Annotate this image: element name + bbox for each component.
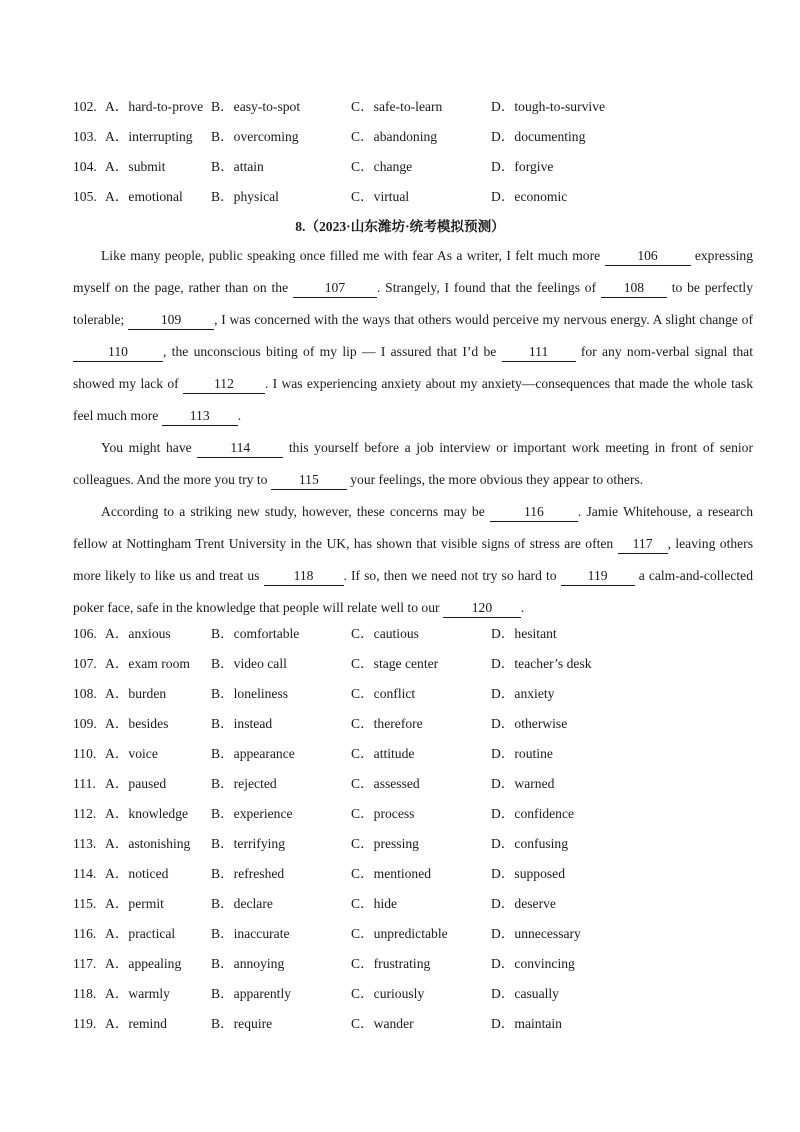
option-c: C．process <box>351 806 415 821</box>
blank-117: 117 <box>618 535 668 554</box>
option-c: C．frustrating <box>351 956 431 971</box>
option-d: D．routine <box>491 746 553 761</box>
option-b: B．loneliness <box>211 686 289 701</box>
text: a calm-and-collected poker face, safe in the knowledge that people will relate well to our <box>73 568 753 615</box>
question-112 <box>73 803 763 825</box>
question-number: 106. <box>73 626 97 641</box>
option-d: D．convincing <box>491 956 575 971</box>
option-a: A．permit <box>105 896 164 911</box>
option-a: A．submit <box>105 159 166 174</box>
question-114 <box>73 863 763 885</box>
option-c: C．hide <box>351 896 398 911</box>
option-d: D．warned <box>491 776 555 791</box>
option-a: A．remind <box>105 1016 167 1031</box>
question-113 <box>73 833 763 855</box>
option-d: D．confidence <box>491 806 575 821</box>
option-d: D．supposed <box>491 866 566 881</box>
option-d: D．economic <box>491 189 568 204</box>
question-number: 119. <box>73 1016 97 1031</box>
option-c: C．wander <box>351 1016 414 1031</box>
option-a: A．knowledge <box>105 806 189 821</box>
option-d: D．anxiety <box>491 686 555 701</box>
text: . I was experiencing anxiety about my anxiety—consequences that made the whole task feel much more <box>73 376 753 423</box>
question-number: 111. <box>73 776 96 791</box>
option-b: B．video call <box>211 656 287 671</box>
text: , leaving others more likely to like us and treat us <box>73 536 753 583</box>
option-d: D．casually <box>491 986 559 1001</box>
option-a: A．anxious <box>105 626 171 641</box>
question-109 <box>73 713 763 735</box>
blank-120: 120 <box>443 599 521 618</box>
cloze-passage <box>73 240 753 624</box>
blank-107: 107 <box>293 279 377 298</box>
option-b: B．rejected <box>211 776 277 791</box>
option-a: A．noticed <box>105 866 169 881</box>
option-b: B．require <box>211 1016 273 1031</box>
question-number: 112. <box>73 806 97 821</box>
question-105 <box>73 186 763 208</box>
option-a: A．hard-to-prove <box>105 99 204 114</box>
passage-paragraph-2 <box>73 432 753 496</box>
text: . Strangely, I found that the feelings of <box>376 280 601 295</box>
question-number: 115. <box>73 896 97 911</box>
question-number: 118. <box>73 986 97 1001</box>
question-number: 109. <box>73 716 97 731</box>
option-c: C．stage center <box>351 656 439 671</box>
option-b: B．instead <box>211 716 273 731</box>
text: , the unconscious biting of my lip — I assured that I’d be <box>163 344 502 359</box>
text: this yourself before a job interview or important work meeting in front of senior colleagues. And the more you try to <box>73 440 753 487</box>
option-a: A．exam room <box>105 656 190 671</box>
option-c: C．conflict <box>351 686 416 701</box>
text: . <box>237 408 242 423</box>
question-number: 104. <box>73 159 97 174</box>
question-number: 105. <box>73 189 97 204</box>
question-107 <box>73 653 763 675</box>
option-b: B．appearance <box>211 746 295 761</box>
question-119 <box>73 1013 763 1035</box>
option-c: C．abandoning <box>351 129 438 144</box>
option-c: C．mentioned <box>351 866 432 881</box>
option-a: A．paused <box>105 776 167 791</box>
text: You might have <box>101 440 198 455</box>
option-a: A．astonishing <box>105 836 191 851</box>
option-d: D．unnecessary <box>491 926 581 941</box>
option-b: B．physical <box>211 189 279 204</box>
passage-paragraph-1 <box>73 240 753 432</box>
question-111 <box>73 773 763 795</box>
question-number: 117. <box>73 956 97 971</box>
question-116 <box>73 923 763 945</box>
blank-119: 119 <box>561 567 635 586</box>
question-104 <box>73 156 763 178</box>
blank-108: 108 <box>601 279 667 298</box>
option-d: D．documenting <box>491 129 586 144</box>
option-c: C．curiously <box>351 986 425 1001</box>
question-108 <box>73 683 763 705</box>
text: Like many people, public speaking once filled me with fear As a writer, I felt much more <box>101 248 605 263</box>
option-b: B．overcoming <box>211 129 299 144</box>
blank-110: 110 <box>73 343 163 362</box>
option-a: A．appealing <box>105 956 182 971</box>
option-a: A．interrupting <box>105 129 193 144</box>
question-118 <box>73 983 763 1005</box>
question-number: 110. <box>73 746 97 761</box>
option-d: D．teacher’s desk <box>491 656 592 671</box>
section-title: 8.（2023·山东潍坊·统考模拟预测） <box>295 219 505 234</box>
option-b: B．refreshed <box>211 866 285 881</box>
text: According to a striking new study, however, these concerns may be <box>101 504 490 519</box>
blank-112: 112 <box>183 375 265 394</box>
blank-114: 114 <box>197 439 283 458</box>
passage-paragraph-3 <box>73 496 753 624</box>
text: . <box>520 600 525 615</box>
option-a: A．besides <box>105 716 169 731</box>
blank-109: 109 <box>128 311 214 330</box>
text: expressing myself on the page, rather than on the <box>73 248 753 295</box>
blank-115: 115 <box>271 471 347 490</box>
option-d: D．hesitant <box>491 626 557 641</box>
question-102 <box>73 96 763 118</box>
option-b: B．easy-to-spot <box>211 99 301 114</box>
question-number: 108. <box>73 686 97 701</box>
option-c: C．therefore <box>351 716 423 731</box>
option-b: B．attain <box>211 159 264 174</box>
option-c: C．safe-to-learn <box>351 99 443 114</box>
question-115 <box>73 893 763 915</box>
option-c: C．unpredictable <box>351 926 448 941</box>
option-d: D．deserve <box>491 896 556 911</box>
text: to be perfectly tolerable; <box>73 280 753 327</box>
blank-111: 111 <box>502 343 576 362</box>
option-b: B．terrifying <box>211 836 285 851</box>
question-117 <box>73 953 763 975</box>
text: . If so, then we need not try so hard to <box>343 568 561 583</box>
question-number: 113. <box>73 836 97 851</box>
question-number: 102. <box>73 99 97 114</box>
option-a: A．burden <box>105 686 167 701</box>
option-d: D．confusing <box>491 836 569 851</box>
option-b: B．inaccurate <box>211 926 290 941</box>
option-c: C．change <box>351 159 413 174</box>
question-106 <box>73 623 763 645</box>
option-d: D．forgive <box>491 159 554 174</box>
option-d: D．otherwise <box>491 716 568 731</box>
question-number: 114. <box>73 866 97 881</box>
option-c: C．assessed <box>351 776 420 791</box>
option-b: B．comfortable <box>211 626 300 641</box>
option-c: C．attitude <box>351 746 415 761</box>
question-110 <box>73 743 763 765</box>
blank-113: 113 <box>162 407 238 426</box>
text: , I was concerned with the ways that others would perceive my nervous energy. A slight change of <box>214 312 753 327</box>
option-d: D．tough-to-survive <box>491 99 606 114</box>
option-b: B．apparently <box>211 986 292 1001</box>
blank-116: 116 <box>490 503 578 522</box>
option-b: B．experience <box>211 806 293 821</box>
blank-106: 106 <box>605 247 691 266</box>
question-number: 103. <box>73 129 97 144</box>
option-b: B．declare <box>211 896 273 911</box>
option-a: A．warmly <box>105 986 170 1001</box>
option-d: D．maintain <box>491 1016 562 1031</box>
option-c: C．pressing <box>351 836 419 851</box>
text: for any nom-verbal signal that showed my lack of <box>73 344 753 391</box>
option-a: A．voice <box>105 746 158 761</box>
question-number: 107. <box>73 656 97 671</box>
option-a: A．emotional <box>105 189 183 204</box>
text: . Jamie Whitehouse, a research fellow at Nottingham Trent University in the UK, has shown that visible signs of stress are often <box>73 504 753 551</box>
option-b: B．annoying <box>211 956 285 971</box>
blank-118: 118 <box>264 567 344 586</box>
question-103 <box>73 126 763 148</box>
text: your feelings, the more obvious they appear to others. <box>346 472 644 487</box>
option-a: A．practical <box>105 926 176 941</box>
question-number: 116. <box>73 926 97 941</box>
option-c: C．cautious <box>351 626 419 641</box>
option-c: C．virtual <box>351 189 410 204</box>
